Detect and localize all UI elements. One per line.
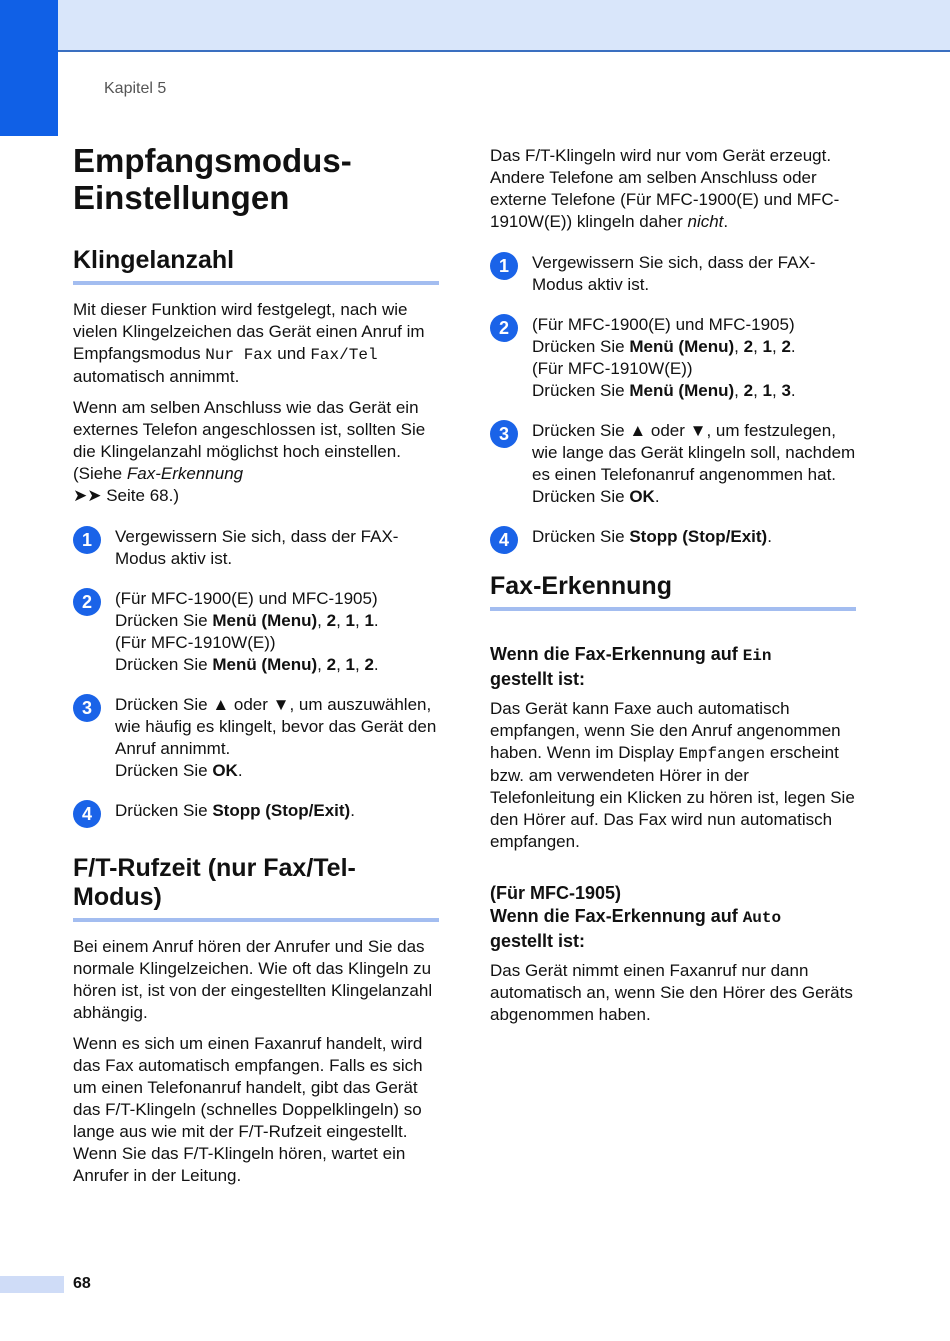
step-2: 2 (Für MFC-1900(E) und MFC-1905) Drücken Sie Menü (Menu), 2, 1, 1. (Für MFC-1910W(E)) Drücken Sie Menü (Menu), 2, 1, 2. (73, 588, 439, 676)
down-arrow-icon: ▼ (689, 421, 707, 440)
page-title: Empfangsmodus- Einstellungen (73, 142, 352, 216)
up-arrow-icon: ▲ (212, 695, 230, 714)
paragraph: Mit dieser Funktion wird festgelegt, nach wie vielen Klingelzeichen das Gerät einen Anruf im Empfangsmodus Nur Fax und Fax/Tel automatisch annimmt. (73, 300, 425, 386)
section-heading-klingelanzahl: Klingelanzahl (73, 246, 439, 285)
step-1: 1 Vergewissern Sie sich, dass der FAX-Modus aktiv ist. (73, 526, 439, 570)
step-number-badge: 3 (73, 694, 101, 722)
step-3: 3 Drücken Sie ▲ oder ▼, um auszuwählen, wie häufig es klingelt, bevor das Gerät den Anruf annimmt. Drücken Sie OK. (73, 694, 439, 782)
step-number-badge: 1 (73, 526, 101, 554)
step-4: 4 Drücken Sie Stopp (Stop/Exit). (73, 800, 439, 822)
header-band (0, 0, 950, 52)
footer-band (0, 1276, 64, 1293)
step-3: 3 Drücken Sie ▲ oder ▼, um festzulegen, wie lange das Gerät klingeln soll, nachdem es einen Telefonanruf angenommen hat. Drücken Sie OK. (490, 420, 856, 508)
step-number-badge: 2 (73, 588, 101, 616)
cross-reference-link[interactable]: Fax-Erkennung (126, 464, 244, 483)
right-column (490, 145, 856, 1035)
left-column (73, 142, 439, 1196)
subheading: (Für MFC-1905) Wenn die Fax-Erkennung auf Auto gestellt ist: (490, 883, 782, 951)
paragraph: Wenn am selben Anschluss wie das Gerät ein externes Telefon angeschlossen ist, sollten Sie die Klingelanzahl möglichst hoch einstellen. (Siehe Fax-Erkennung ➤➤ Seite 68.) (73, 398, 426, 505)
step-number-badge: 3 (490, 420, 518, 448)
code-text: Ein (742, 647, 772, 665)
step-number-badge: 4 (73, 800, 101, 828)
step-number-badge: 4 (490, 526, 518, 554)
step-number-badge: 2 (490, 314, 518, 342)
step-4: 4 Drücken Sie Stopp (Stop/Exit). (490, 526, 856, 548)
paragraph: Bei einem Anruf hören der Anrufer und Sie das normale Klingelzeichen. Wie oft das Klingeln zu hören ist, ist von der eingestellten Klingelanzahl abhängig. (73, 937, 433, 1022)
subheading: Wenn die Fax-Erkennung auf Ein gestellt ist: (490, 644, 772, 689)
section-heading-ft-rufzeit: F/T-Rufzeit (nur Fax/Tel- Modus) (73, 854, 439, 922)
header-rule (58, 50, 950, 52)
code-text: Empfangen (678, 745, 766, 763)
section-heading-fax-erkennung: Fax-Erkennung (490, 572, 856, 611)
paragraph: Wenn es sich um einen Faxanruf handelt, wird das Fax automatisch empfangen. Falls es sich um einen Telefonanruf handelt, gibt das Gerät das F/T-Klingeln (schnelles Doppelklingeln) so lange aus wie mit der F/T-Rufzeit eingestellt. Wenn Sie das F/T-Klingeln hören, wartet ein Anrufer in der Leitung. (73, 1034, 423, 1185)
code-text: Auto (742, 909, 782, 927)
up-arrow-icon: ▲ (629, 421, 647, 440)
down-arrow-icon: ▼ (272, 695, 290, 714)
code-text: Fax/Tel (310, 346, 378, 364)
page-number: 68 (73, 1275, 91, 1292)
step-2: 2 (Für MFC-1900(E) und MFC-1905) Drücken Sie Menü (Menu), 2, 1, 2. (Für MFC-1910W(E)) Drücken Sie Menü (Menu), 2, 1, 3. (490, 314, 856, 402)
step-number-badge: 1 (490, 252, 518, 280)
code-text: Nur Fax (205, 346, 273, 364)
paragraph: Das Gerät nimmt einen Faxanruf nur dann automatisch an, wenn Sie den Hörer des Geräts abgenommen haben. (490, 961, 853, 1024)
chapter-tab (0, 0, 58, 136)
arrow-icon: ➤➤ (73, 486, 102, 505)
paragraph: Das F/T-Klingeln wird nur vom Gerät erzeugt. Andere Telefone am selben Anschluss oder externe Telefone (Für MFC-1900(E) und MFC-1910W(E)) klingeln daher nicht. (490, 146, 840, 231)
step-1: 1 Vergewissern Sie sich, dass der FAX-Modus aktiv ist. (490, 252, 856, 296)
chapter-label: Kapitel 5 (104, 80, 167, 97)
paragraph: Das Gerät kann Faxe auch automatisch empfangen, wenn Sie den Anruf angenommen haben. Wenn im Display Empfangen erscheint bzw. am verwendeten Hörer in der Telefonleitung ein Klicken zu hören ist, legen Sie den Hörer auf. Das Fax wird nun automatisch empfangen. (490, 699, 855, 851)
